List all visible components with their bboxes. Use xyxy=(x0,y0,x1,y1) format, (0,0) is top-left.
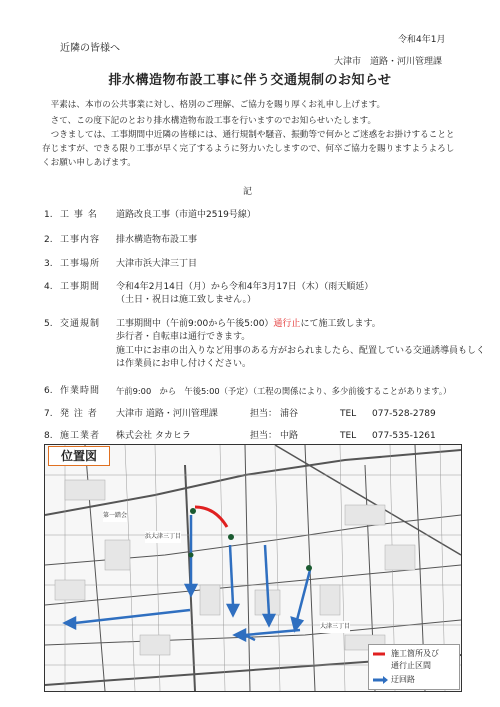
legend-construction: 施工箇所及び xyxy=(391,649,439,658)
traffic-rest: にて施工致します。 xyxy=(300,319,381,329)
map-legend xyxy=(368,644,460,690)
item-number: 8. xyxy=(44,431,53,441)
contact-label: 担当： xyxy=(250,409,278,419)
tel-number: 077-528-2789 xyxy=(372,409,436,419)
item-value-line2: 歩行者・自転車は通行できます。 xyxy=(116,332,251,342)
item-value: 排水構造物布設工事 xyxy=(116,235,198,245)
item-value: 令和4年2月14日（月）から令和4年3月17日（木）（雨天順延） xyxy=(116,282,374,292)
item-label: 発 注 者 xyxy=(60,409,98,419)
item-number: 5. xyxy=(44,319,53,329)
item-number: 1. xyxy=(44,210,53,220)
map-title: 位置図 xyxy=(48,446,110,466)
tel-label: TEL xyxy=(340,409,357,419)
item-label: 工 事 名 xyxy=(60,210,98,220)
road-closed-text: 通行止 xyxy=(273,319,301,329)
department: 大津市 道路・河川管理課 xyxy=(334,57,443,67)
contact-label: 担当： xyxy=(250,431,278,441)
map-label: 大津三丁目 xyxy=(320,621,350,633)
item-value-line3: 施工中にお車の出入りなど用事のある方がおられましたら、配置している交通誘導員もしく xyxy=(116,346,486,356)
paragraph-2: さて、この度下記のとおり排水構造物布設工事を行いますのでお知らせいたします。 xyxy=(50,116,377,126)
addressee: 近隣の皆様へ xyxy=(60,43,120,54)
map-label: 浜大津三丁目 xyxy=(145,531,181,543)
paragraph-1: 平素は、本市の公共事業に対し、格別のご理解、ご協力を賜り厚くお礼申し上げます。 xyxy=(50,100,386,110)
item-number: 3. xyxy=(44,259,53,269)
item-label: 工事内容 xyxy=(60,235,101,245)
contact-person: 中路 xyxy=(280,431,299,441)
item-number: 2. xyxy=(44,235,53,245)
item-value xyxy=(116,318,381,330)
item-value: 午前9:00 から 午後5:00（予定）（工程の関係により、多少前後することがあります。） xyxy=(116,386,452,396)
item-label: 工事場所 xyxy=(60,259,101,269)
legend-detour: 迂回路 xyxy=(391,675,415,684)
legend-construction-2: 通行止区間 xyxy=(391,661,431,670)
date: 令和4年1月 xyxy=(398,35,446,45)
ki-heading: 記 xyxy=(243,187,253,197)
item-number: 4. xyxy=(44,282,53,292)
item-label: 施工業者 xyxy=(60,431,101,441)
map-label: 第一踏会 xyxy=(103,510,127,522)
item-value-line4: は作業員にお申し付けください。 xyxy=(116,359,252,369)
closure-section xyxy=(195,507,227,527)
item-value: 大津市 道路・河川管理課 xyxy=(116,409,218,419)
tel-label: TEL xyxy=(340,431,357,441)
item-label: 工事期間 xyxy=(60,282,101,292)
tel-number: 077-535-1261 xyxy=(372,431,436,441)
traffic-time: 工事期間中（午前9:00から午後5:00） xyxy=(116,319,274,329)
item-number: 6. xyxy=(44,386,53,396)
item-value: 大津市浜大津三丁目 xyxy=(116,259,198,269)
item-value: 道路改良工事（市道中2519号線） xyxy=(116,210,256,220)
item-label: 作業時間 xyxy=(60,386,101,396)
paragraph-3: つきましては、工事期間中近隣の皆様には、通行規制や騒音、振動等で何かとご迷惑をお掛けすることと存じますが、できる限り工事が早く完了するように努力いたしますので、何卒ご協力を賜りますようよろしくお願い申しあげます。 xyxy=(42,130,455,168)
item-number: 7. xyxy=(44,409,53,419)
page-title: 排水構造物布設工事に伴う交通規制のお知らせ xyxy=(108,73,392,88)
contact-person: 浦谷 xyxy=(280,409,299,419)
item-value-note: （土日・祝日は施工致しません。） xyxy=(116,295,257,305)
item-value: 株式会社 タカヒラ xyxy=(116,431,191,441)
item-label: 交通規制 xyxy=(60,319,101,329)
